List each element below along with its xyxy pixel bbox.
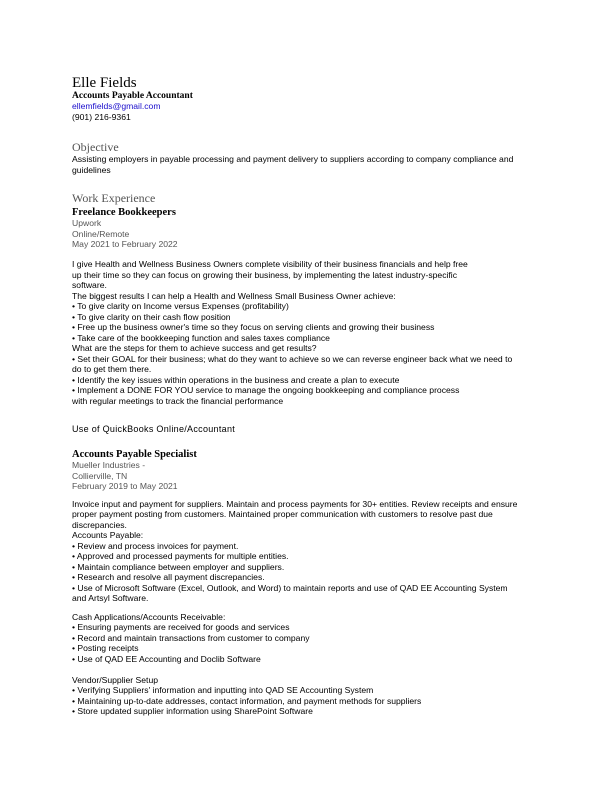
job-description-line: • To give clarity on their cash flow position [72, 312, 231, 322]
candidate-title: Accounts Payable Accountant [72, 91, 193, 101]
job-company: Upwork [72, 218, 102, 228]
job-description-line: with regular meetings to track the financial performance [72, 396, 284, 406]
job-description-line: • Maintaining up-to-date addresses, contact information, and payment methods for suppliers [72, 696, 422, 706]
job-description-line: I give Health and Wellness Business Owners complete visibility of their business financials and help free [72, 259, 468, 269]
job-description-line: • Take care of the bookkeeping function and sales taxes compliance [72, 333, 330, 343]
job-description-line: • Set their GOAL for their business; what do they want to achieve so we can reverse engineer back what we need to [72, 354, 513, 364]
job-description-line: • Identify the key issues within operations in the business and create a plan to execute [72, 375, 400, 385]
job-description-line: • Store updated supplier information using SharePoint Software [72, 706, 313, 716]
job-location: Online/Remote [72, 229, 130, 239]
job-description-line: • Approved and processed payments for multiple entities. [72, 551, 289, 561]
job-description-line: • Free up the business owner's time so they focus on serving clients and growing their business [72, 322, 435, 332]
job-description-line: Cash Applications/Accounts Receivable: [72, 612, 226, 622]
objective-heading: Objective [72, 140, 119, 154]
objective-text: Assisting employers in payable processing and payment delivery to suppliers according to company compliance and [72, 154, 514, 164]
phone-number: (901) 216-9361 [72, 112, 131, 122]
job-description-line: • Maintain compliance between employer and suppliers. [72, 562, 285, 572]
job-title: Freelance Bookkeepers [72, 207, 176, 218]
job-description-line: and Artsyl Software. [72, 593, 149, 603]
job-description-line: software. [72, 280, 107, 290]
job-description-line: Accounts Payable: [72, 530, 144, 540]
job-description-line: discrepancies. [72, 520, 127, 530]
job-description-line: • Use of Microsoft Software (Excel, Outlook, and Word) to maintain reports and use of QAD EE Accounting System [72, 583, 508, 593]
job-description-line: What are the steps for them to achieve success and get results? [72, 343, 317, 353]
job-dates: February 2019 to May 2021 [72, 481, 178, 491]
job-description-line: • Ensuring payments are received for goods and services [72, 622, 290, 632]
job-description-line: • Implement a DONE FOR YOU service to manage the ongoing bookkeeping and compliance process [72, 385, 460, 395]
email-link[interactable]: ellemfields@gmail.com [72, 101, 161, 111]
job-tools-note: Use of QuickBooks Online/Accountant [72, 424, 236, 434]
job-description-line: Invoice input and payment for suppliers. Maintain and process payments for 30+ entities. Review receipts and ensure [72, 499, 518, 509]
job-description-line: • Research and resolve all payment discrepancies. [72, 572, 265, 582]
job-description-line: • Review and process invoices for payment. [72, 541, 239, 551]
job-description-line: • To give clarity on Income versus Expenses (profitability) [72, 301, 289, 311]
job-description-line: • Record and maintain transactions from customer to company [72, 633, 310, 643]
job-location: Collierville, TN [72, 471, 128, 481]
job-description-line: • Verifying Suppliers' information and inputting into QAD SE Accounting System [72, 685, 374, 695]
job-company: Mueller Industries - [72, 460, 146, 470]
job-description-line: • Use of QAD EE Accounting and Doclib Software [72, 654, 261, 664]
job-description-line: proper payment posting from customers. Maintained proper communication with customers to resolve past due [72, 509, 493, 519]
job-dates: May 2021 to February 2022 [72, 239, 178, 249]
candidate-name: Elle Fields [72, 75, 137, 91]
job-title: Accounts Payable Specialist [72, 449, 197, 460]
job-description-line: • Posting receipts [72, 643, 139, 653]
job-description-line: The biggest results I can help a Health and Wellness Small Business Owner achieve: [72, 291, 396, 301]
job-description-line: up their time so they can focus on growing their business, by implementing the latest industry-specific [72, 270, 457, 280]
objective-text: guidelines [72, 165, 111, 175]
work-experience-heading: Work Experience [72, 191, 156, 205]
job-description-line: Vendor/Supplier Setup [72, 675, 159, 685]
job-description-line: do to get them there. [72, 364, 152, 374]
